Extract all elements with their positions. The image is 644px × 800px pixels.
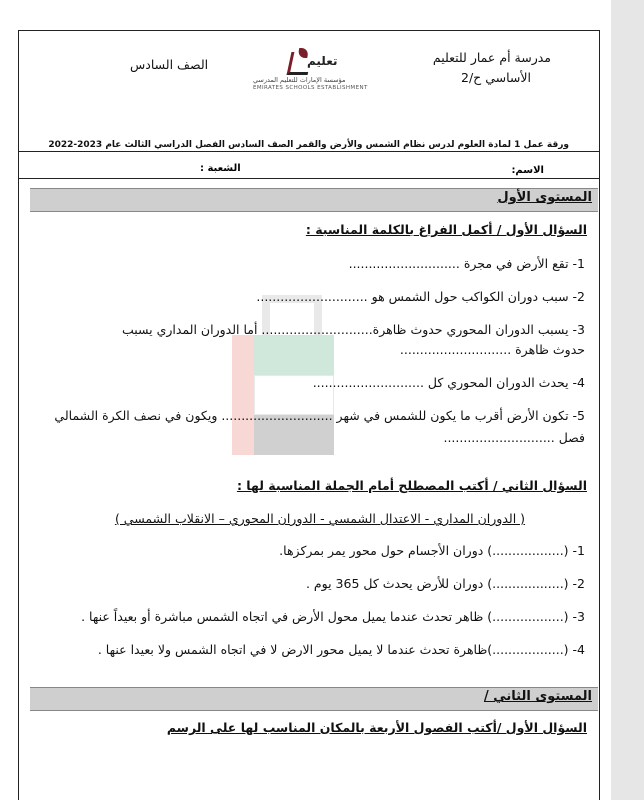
- level-1-bar: [30, 188, 598, 212]
- school-level: الأساسي ح/2: [461, 70, 531, 85]
- viewer-background: [611, 0, 644, 800]
- terms-list: ( الدوران المداري - الاعتدال الشمسي - الدوران المحوري – الانقلاب الشمسي ): [114, 511, 526, 526]
- divider: [18, 178, 599, 179]
- worksheet-title: ورقة عمل 1 لمادة العلوم لدرس نظام الشمس والأرض والقمر الصف السادس الفصل الدراسي الثالث عام 2023-2022: [48, 140, 569, 150]
- logo-arabic-text: مؤسسة الإمارات للتعليم المدرسي: [253, 76, 346, 84]
- question-1-heading: السؤال الأول / أكمل الفراغ بالكلمة المناسبة :: [305, 222, 587, 237]
- divider: [18, 151, 599, 152]
- level-2-label: المستوى الثاني /: [483, 689, 592, 704]
- question-1-item-cont: فصل ............................: [443, 430, 585, 445]
- question-1-item: 2- سبب دوران الكواكب حول الشمس هو ............................: [256, 289, 585, 304]
- section-label: الشعبة :: [200, 163, 241, 174]
- question-2-heading: السؤال الثاني / أكتب المصطلح أمام الجملة المناسبة لها :: [236, 478, 587, 493]
- question-2-item: 3- (..................) ظاهر تحدث عندما يميل محول الأرض في اتجاه الشمس مباشرة أو بعيداً عنها .: [81, 609, 585, 624]
- question-2-item: 2- (..................) دوران للأرض يحدث كل 365 يوم .: [305, 576, 585, 591]
- question-1-item: 1- تقع الأرض في مجرة ............................: [348, 256, 585, 271]
- question-1-item: 3- يسبب الدوران المحوري حدوث ظاهرة............................ أما الدوران المداري يسبب: [121, 322, 585, 337]
- logo-english-text: EMIRATES SCHOOLS ESTABLISHMENT: [253, 85, 368, 91]
- question-1-item-cont: حدوث ظاهرة ............................: [399, 342, 585, 357]
- level-2-bar: [30, 687, 598, 711]
- level-1-label: المستوى الأول: [497, 190, 592, 205]
- question-2-item: 4- (..................)ظاهرة تحدث عندما لا يميل محور الارض لا في اتجاه الشمس ولا بعيدا عنها .: [97, 642, 585, 657]
- school-name: مدرسة أم عمار للتعليم: [432, 50, 551, 65]
- logo-word: تعليم: [307, 54, 338, 68]
- level-2-question-1-heading: السؤال الأول /أكتب الفصول الأربعة بالمكان المناسب لها على الرسم: [166, 720, 587, 735]
- ministry-logo: [253, 48, 368, 96]
- question-2-item: 1- (..................) دوران الأجسام حول محور يمر بمركزها.: [279, 543, 585, 558]
- name-label: الاسم:: [511, 165, 544, 176]
- question-1-item: 4- يحدث الدوران المحوري كل ............................: [312, 375, 585, 390]
- question-1-item: 5- تكون الأرض أقرب ما يكون للشمس في شهر ............................ ويكون في نصف الكرة الشمالي: [54, 408, 585, 423]
- grade-label: الصف السادس: [130, 57, 209, 72]
